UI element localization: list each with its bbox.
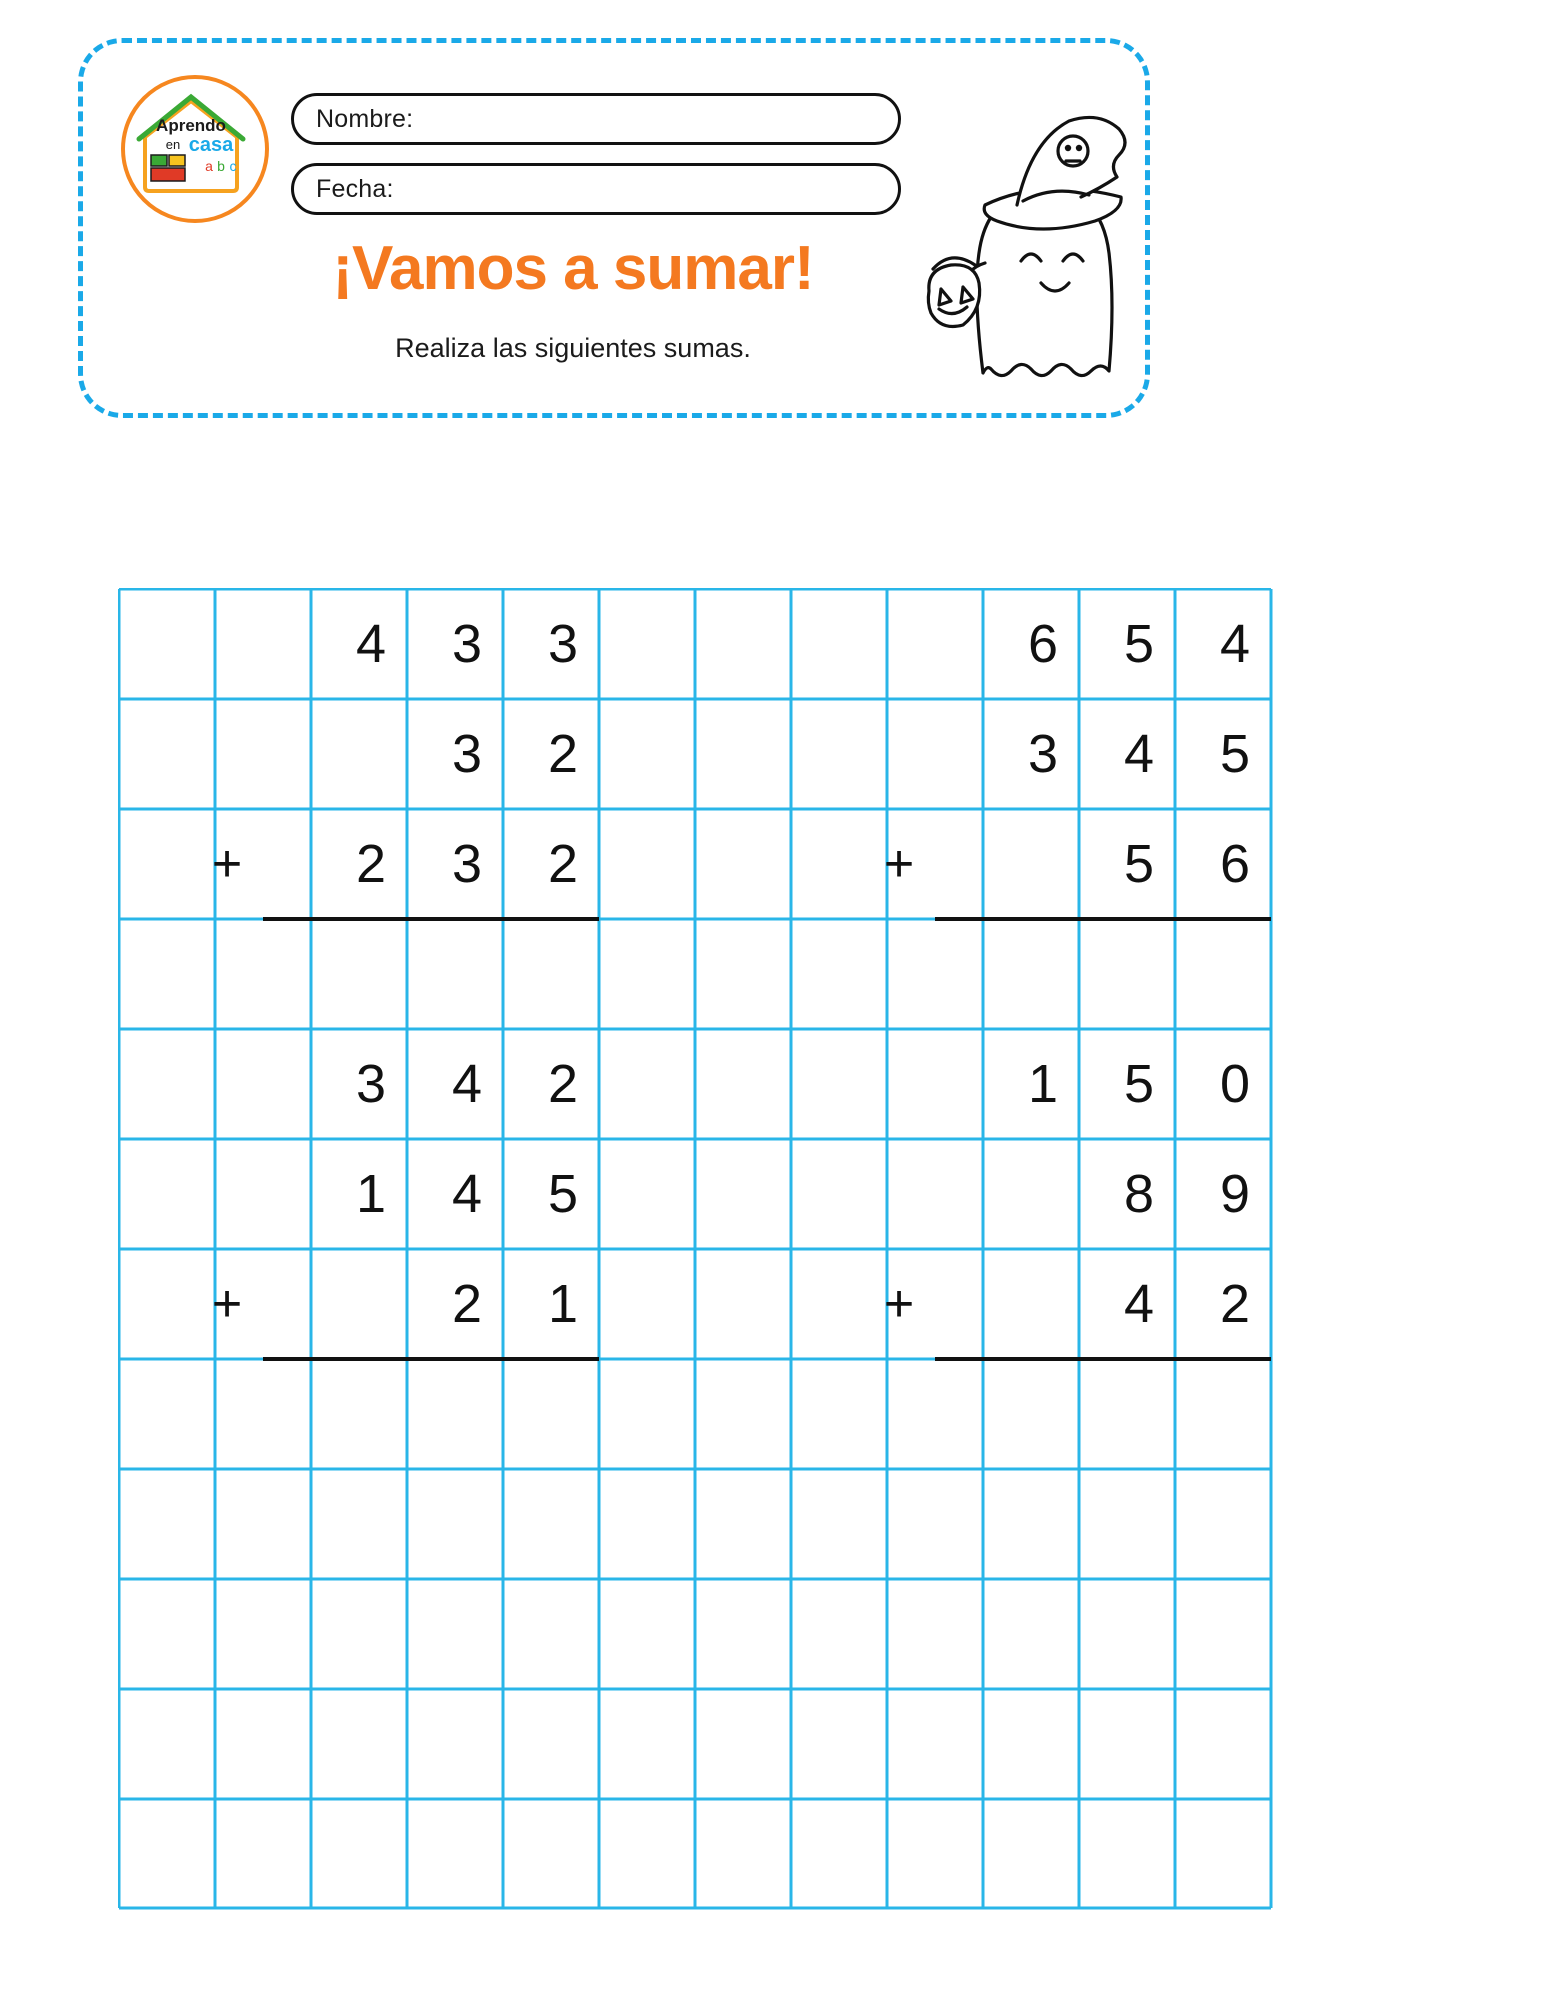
problem-1-addend-1-digit-2: 3 [451, 614, 483, 674]
problem-2-addend-3-digit-3: 6 [1219, 834, 1251, 894]
problem-4-sum-rule [935, 1357, 1271, 1361]
problem-4-addend-3-digit-3: 2 [1219, 1274, 1251, 1334]
svg-text:c: c [229, 158, 237, 174]
problem-3-addend-1-digit-2: 4 [451, 1054, 483, 1114]
problem-2-addend-1-digit-2: 5 [1123, 614, 1155, 674]
problem-4-addend-1-digit-1: 1 [1027, 1054, 1059, 1114]
problem-1-addend-3-digit-1: 2 [355, 834, 387, 894]
problem-2-addend-1-digit-3: 4 [1219, 614, 1251, 674]
problem-2-sum-rule [935, 917, 1271, 921]
worksheet-grid [118, 588, 1428, 1926]
problem-1-addend-1-digit-3: 3 [547, 614, 579, 674]
problem-4-addend-1-digit-2: 5 [1123, 1054, 1155, 1114]
date-field-label: Fecha: [316, 174, 394, 203]
problem-1-sum-rule [263, 917, 599, 921]
problem-4-operator: + [883, 1275, 915, 1333]
svg-text:en: en [165, 137, 181, 152]
problem-3-addend-2-digit-1: 1 [355, 1164, 387, 1224]
aprendo-en-casa-logo [121, 75, 269, 223]
problem-2-addend-3-digit-2: 5 [1123, 834, 1155, 894]
problem-2-addend-2-digit-3: 5 [1219, 724, 1251, 784]
problem-3-addend-2-digit-2: 4 [451, 1164, 483, 1224]
svg-text:b: b [217, 158, 225, 174]
problem-3-addend-3-digit-3: 1 [547, 1274, 579, 1334]
name-field[interactable] [291, 93, 901, 145]
problem-3-sum-rule [263, 1357, 599, 1361]
problem-3-operator: + [211, 1275, 243, 1333]
problem-3-addend-2-digit-3: 5 [547, 1164, 579, 1224]
problem-4-addend-2-digit-2: 8 [1123, 1164, 1155, 1224]
problem-4-addend-1-digit-3: 0 [1219, 1054, 1251, 1114]
problem-3-addend-1-digit-3: 2 [547, 1054, 579, 1114]
name-field-label: Nombre: [316, 104, 414, 133]
problem-3-addend-1-digit-1: 3 [355, 1054, 387, 1114]
problem-1-addend-2-digit-2: 3 [451, 724, 483, 784]
problem-1-addend-2-digit-3: 2 [547, 724, 579, 784]
problem-1-addend-1-digit-1: 4 [355, 614, 387, 674]
problem-1-addend-3-digit-2: 3 [451, 834, 483, 894]
problem-2-operator: + [883, 835, 915, 893]
problem-4-addend-2-digit-3: 9 [1219, 1164, 1251, 1224]
problem-4-addend-3-digit-2: 4 [1123, 1274, 1155, 1334]
problem-3-addend-3-digit-2: 2 [451, 1274, 483, 1334]
instructions-text: Realiza las siguientes sumas. [395, 333, 751, 363]
svg-text:Aprendo: Aprendo [156, 116, 226, 135]
problem-2-addend-2-digit-1: 3 [1027, 724, 1059, 784]
problem-2-addend-1-digit-1: 6 [1027, 614, 1059, 674]
ghost-with-witch-hat-and-pumpkin-icon [913, 93, 1173, 393]
problem-1-addend-3-digit-3: 2 [547, 834, 579, 894]
page-title: ¡Vamos a sumar! [332, 234, 814, 303]
date-field[interactable] [291, 163, 901, 215]
problem-2-addend-2-digit-2: 4 [1123, 724, 1155, 784]
svg-text:casa: casa [188, 134, 234, 156]
problem-1-operator: + [211, 835, 243, 893]
header-card [78, 38, 1150, 418]
svg-text:a: a [205, 158, 213, 174]
